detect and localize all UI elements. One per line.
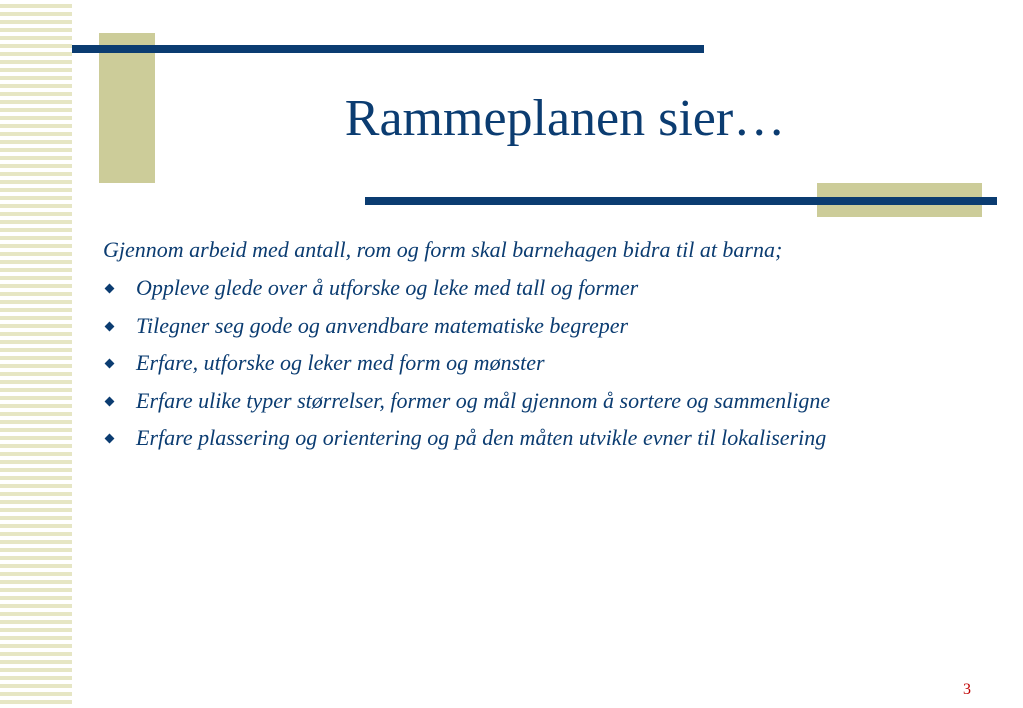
slide-title: Rammeplanen sier… [344, 90, 786, 147]
list-item [103, 424, 1003, 452]
bullet-text: Erfare ulike typer størrelser, former og mål gjennom å sortere og sammenligne [136, 387, 831, 413]
title-rule-top [72, 45, 704, 53]
accent-block-left [99, 33, 155, 183]
bullet-text: Oppleve glede over å utforske og leke med tall og former [136, 275, 639, 300]
bullet-text: Erfare, utforske og leker med form og mønster [136, 350, 545, 375]
bullet-text: Tilegner seg gode og anvendbare matematiske begreper [136, 312, 629, 338]
page-number: 3 [963, 681, 971, 698]
decorative-stripe-band [0, 0, 72, 708]
diamond-icon [105, 321, 115, 331]
title-rule-bottom [365, 197, 997, 205]
diamond-icon [105, 434, 115, 444]
diamond-icon [105, 396, 115, 406]
intro-text: Gjennom arbeid med antall, rom og form skal barnehagen bidra til at barna; [103, 237, 783, 262]
diamond-icon [105, 284, 115, 294]
slide-content [103, 236, 1003, 462]
list-item [103, 349, 1003, 377]
list-item [103, 387, 1003, 415]
bullet-list [103, 274, 1003, 452]
list-item [103, 312, 1003, 340]
diamond-icon [105, 359, 115, 369]
bullet-text: Erfare plassering og orientering og på den måten utvikle evner til lokalisering [136, 425, 827, 450]
list-item [103, 274, 1003, 302]
